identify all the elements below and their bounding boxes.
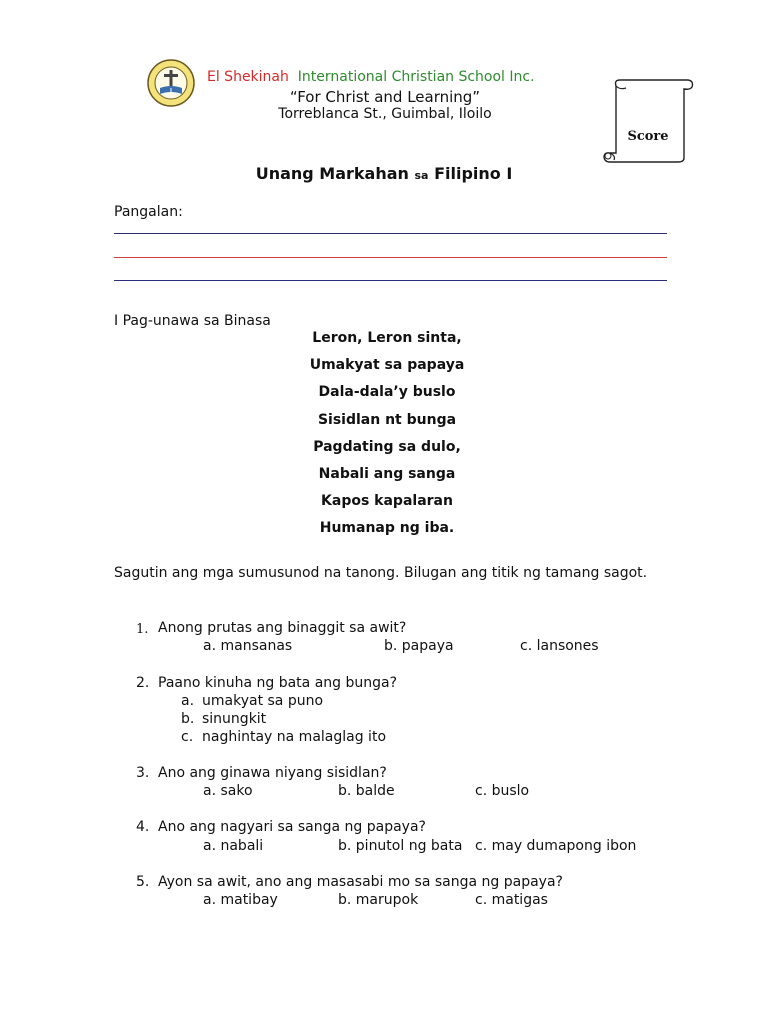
school-name-green: International Christian School Inc.	[297, 69, 535, 85]
question-text: Anong prutas ang binaggit sa awit?	[158, 620, 407, 636]
question-text: Paano kinuha ng bata ang bunga?	[158, 675, 398, 691]
score-scroll-icon	[598, 76, 698, 166]
instructions: Sagutin ang mga sumusunod na tanong. Bilugan ang titik ng tamang sagot.	[114, 565, 648, 581]
choice-letter: a.	[181, 693, 195, 709]
title-part2: sa	[414, 169, 429, 182]
choice-c[interactable]: c. matigas	[475, 892, 548, 908]
poem-line: Kapos kapalaran	[321, 493, 453, 509]
title-part1: Unang Markahan	[255, 164, 409, 183]
school-motto: “For Christ and Learning”	[289, 88, 481, 106]
name-label: Pangalan:	[114, 204, 183, 220]
name-line-middle[interactable]	[114, 257, 667, 258]
choice-b[interactable]: b. papaya	[384, 638, 454, 654]
choice-a[interactable]: a. sako	[203, 783, 253, 799]
poem-line: Dala-dala’y buslo	[318, 384, 456, 400]
question-number: 4.	[136, 819, 150, 835]
poem-line: Leron, Leron sinta,	[312, 330, 462, 346]
poem-line: Nabali ang sanga	[318, 466, 456, 482]
school-name	[207, 69, 535, 85]
choice-b[interactable]: b. balde	[338, 783, 395, 799]
choice-letter: c.	[181, 729, 194, 745]
choice-b[interactable]: sinungkit	[202, 711, 267, 727]
question-text: Ayon sa awit, ano ang masasabi mo sa sanga ng papaya?	[158, 874, 563, 890]
question-1	[136, 621, 148, 637]
choice-a[interactable]: a. matibay	[203, 892, 278, 908]
exam-title	[0, 164, 768, 183]
poem-line: Sisidlan nt bunga	[317, 412, 457, 428]
question-text: Ano ang ginawa niyang sisidlan?	[158, 765, 387, 781]
score-label: Score	[627, 129, 669, 144]
school-logo	[146, 58, 196, 108]
choice-letter: b.	[181, 711, 195, 727]
question-number: 2.	[136, 675, 150, 691]
poem-line: Pagdating sa dulo,	[313, 439, 461, 455]
section-heading: I Pag-unawa sa Binasa	[114, 313, 271, 329]
choice-b[interactable]: b. pinutol ng bata	[338, 838, 463, 854]
choice-a[interactable]: umakyat sa puno	[202, 693, 324, 709]
name-line-bottom[interactable]	[114, 280, 667, 281]
choice-c[interactable]: c. lansones	[520, 638, 599, 654]
choice-a[interactable]: a. nabali	[203, 838, 264, 854]
name-line-top[interactable]	[114, 233, 667, 234]
question-number: 3.	[136, 765, 150, 781]
school-address: Torreblanca St., Guimbal, Iloilo	[278, 106, 492, 122]
school-name-red: El Shekinah	[207, 69, 289, 85]
title-part3: Filipino I	[434, 164, 513, 183]
question-number: 1.	[136, 622, 149, 637]
question-text: Ano ang nagyari sa sanga ng papaya?	[158, 819, 426, 835]
choice-b[interactable]: b. marupok	[338, 892, 419, 908]
choice-c[interactable]: c. may dumapong ibon	[475, 838, 637, 854]
question-number: 5.	[136, 874, 150, 890]
choice-c[interactable]: c. buslo	[475, 783, 530, 799]
choice-a[interactable]: a. mansanas	[203, 638, 293, 654]
poem-line: Humanap ng iba.	[319, 520, 455, 536]
choice-c[interactable]: naghintay na malaglag ito	[202, 729, 387, 745]
poem-line: Umakyat sa papaya	[309, 357, 465, 373]
